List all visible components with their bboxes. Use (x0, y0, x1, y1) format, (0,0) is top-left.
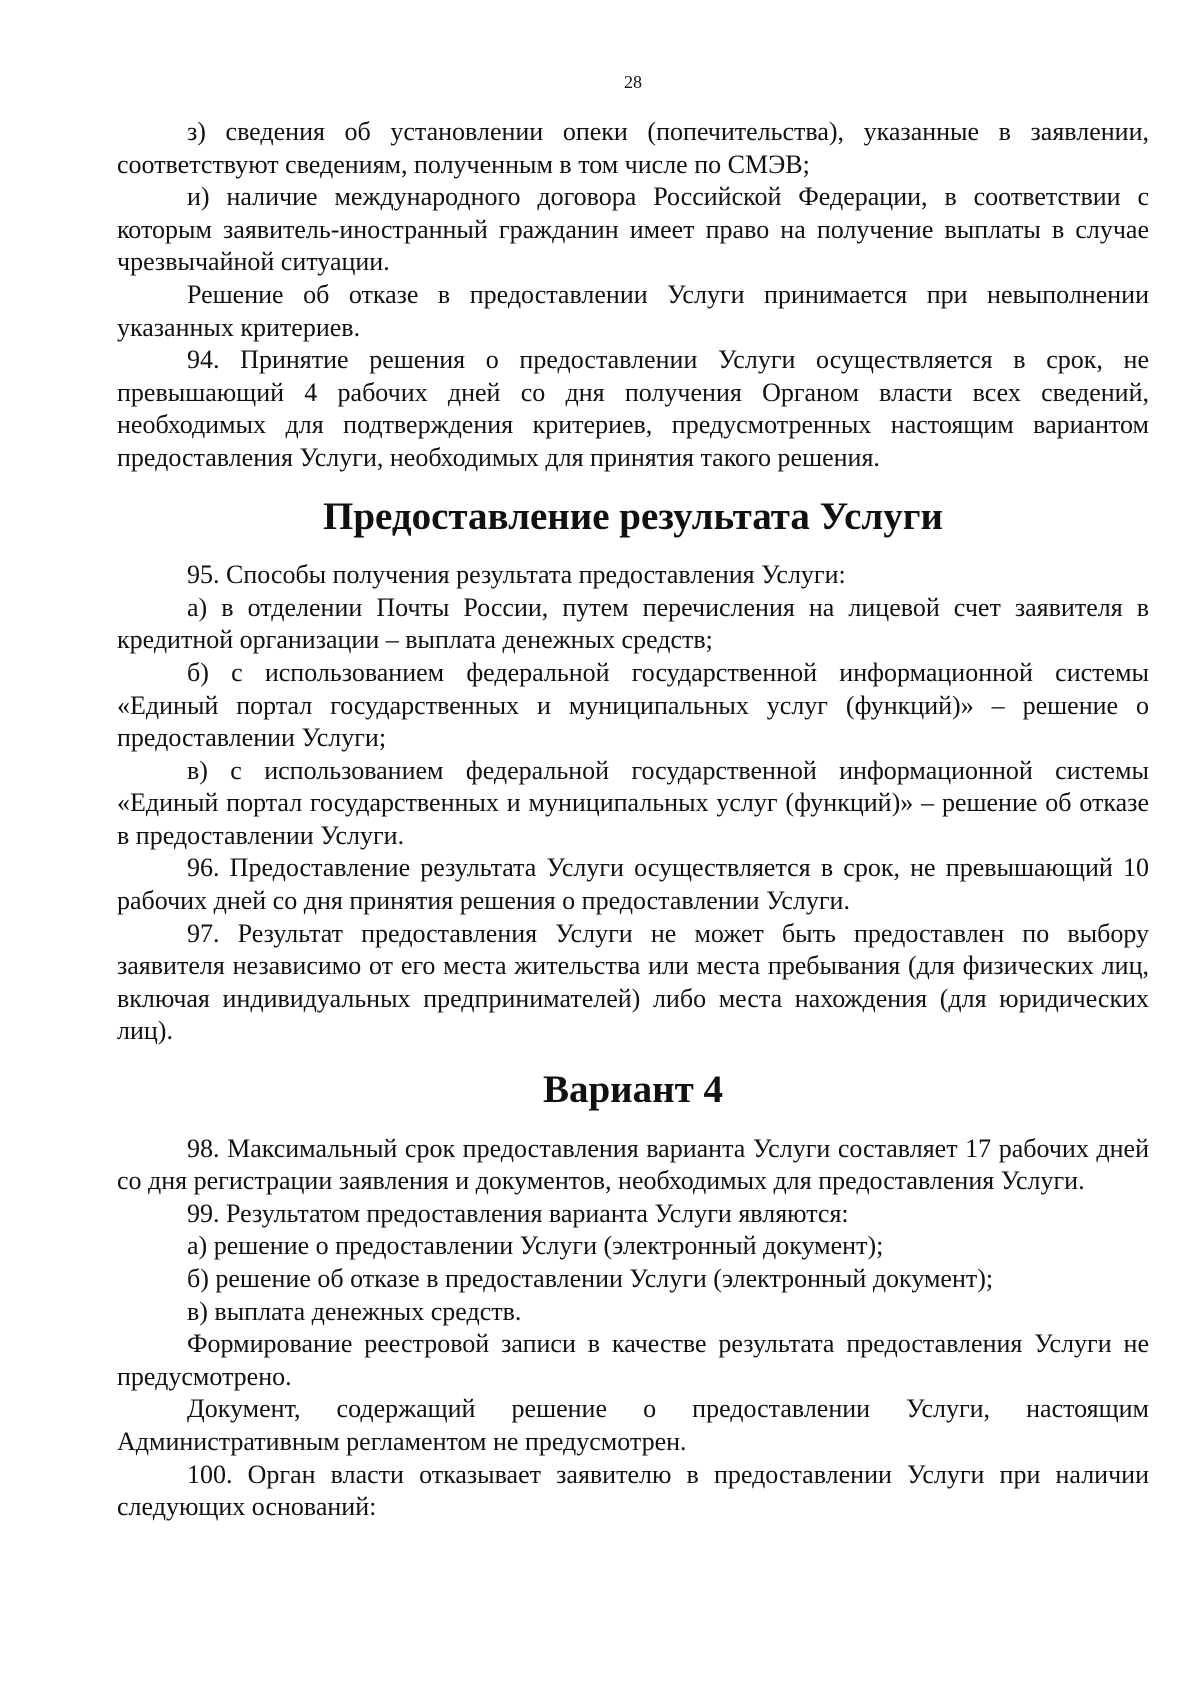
paragraph-i: и) наличие международного договора Российской Федерации, в соответствии с которым заявитель-иностранный гражданин имеет право на получение выплаты в случае чрезвычайной ситуации. (117, 182, 1149, 277)
paragraph-registry-record: Формирование реестровой записи в качестве результата предоставления Услуги не предусмотрено. (117, 1329, 1149, 1391)
section-heading-variant-4: Вариант 4 (542, 1068, 724, 1112)
paragraph-99-a: а) решение о предоставлении Услуги (электронный документ); (187, 1231, 884, 1261)
paragraph-95: 95. Способы получения результата предоставления Услуги: (187, 560, 846, 590)
paragraph-96: 96. Предоставление результата Услуги осуществляется в срок, не превышающий 10 рабочих дней со дня принятия решения о предоставлении Услуги. (117, 853, 1149, 916)
paragraph-95-a: а) в отделении Почты России, путем перечисления на лицевой счет заявителя в кредитной организации – выплата денежных средств; (117, 592, 1149, 655)
paragraph-94: 94. Принятие решения о предоставлении Услуги осуществляется в срок, не превышающий 4 рабочих дней со дня получения Органом власти всех сведений, необходимых для подтверждения критериев, предусмотренных настоящим вариантом предоставления Услуги, необходимых для принятия такого решения. (117, 345, 1149, 472)
document-page (117, 60, 1149, 1524)
paragraph-99-b: б) решение об отказе в предоставлении Услуги (электронный документ); (187, 1264, 994, 1293)
paragraph-z: з) сведения об установлении опеки (попечительства), указанные в заявлении, соответствуют сведениям, полученным в том числе по СМЭВ; (117, 117, 1149, 179)
paragraph-95-v: в) с использованием федеральной государственной информационной системы «Единый портал государственных и муниципальных услуг (функций)» – решение об отказе в предоставлении Услуги. (117, 755, 1149, 850)
paragraph-decision-document: Документ, содержащий решение о предоставлении Услуги, настоящим Административным регламентом не предусмотрен. (117, 1394, 1149, 1456)
paragraph-refusal-decision: Решение об отказе в предоставлении Услуги принимается при невыполнении указанных критериев. (117, 279, 1149, 342)
paragraph-99-v: в) выплата денежных средств. (187, 1296, 522, 1326)
section-heading-result: Предоставление результата Услуги (323, 494, 943, 538)
paragraph-98: 98. Максимальный срок предоставления варианта Услуги составляет 17 рабочих дней со дня регистрации заявления и документов, необходимых для предоставления Услуги. (117, 1133, 1149, 1196)
paragraph-100: 100. Орган власти отказывает заявителю в предоставлении Услуги при наличии следующих оснований: (117, 1459, 1149, 1522)
paragraph-97: 97. Результат предоставления Услуги не может быть предоставлен по выбору заявителя независимо от его места жительства или места пребывания (для физических лиц, включая индивидуальных предпринимателей) либо места нахождения (для юридических лиц). (117, 918, 1149, 1046)
page-number: 28 (624, 72, 642, 92)
paragraph-99: 99. Результатом предоставления варианта Услуги являются: (187, 1198, 849, 1228)
paragraph-95-b: б) с использованием федеральной государственной информационной системы «Единый портал государственных и муниципальных услуг (функций)» – решение о предоставлении Услуги; (117, 657, 1149, 753)
